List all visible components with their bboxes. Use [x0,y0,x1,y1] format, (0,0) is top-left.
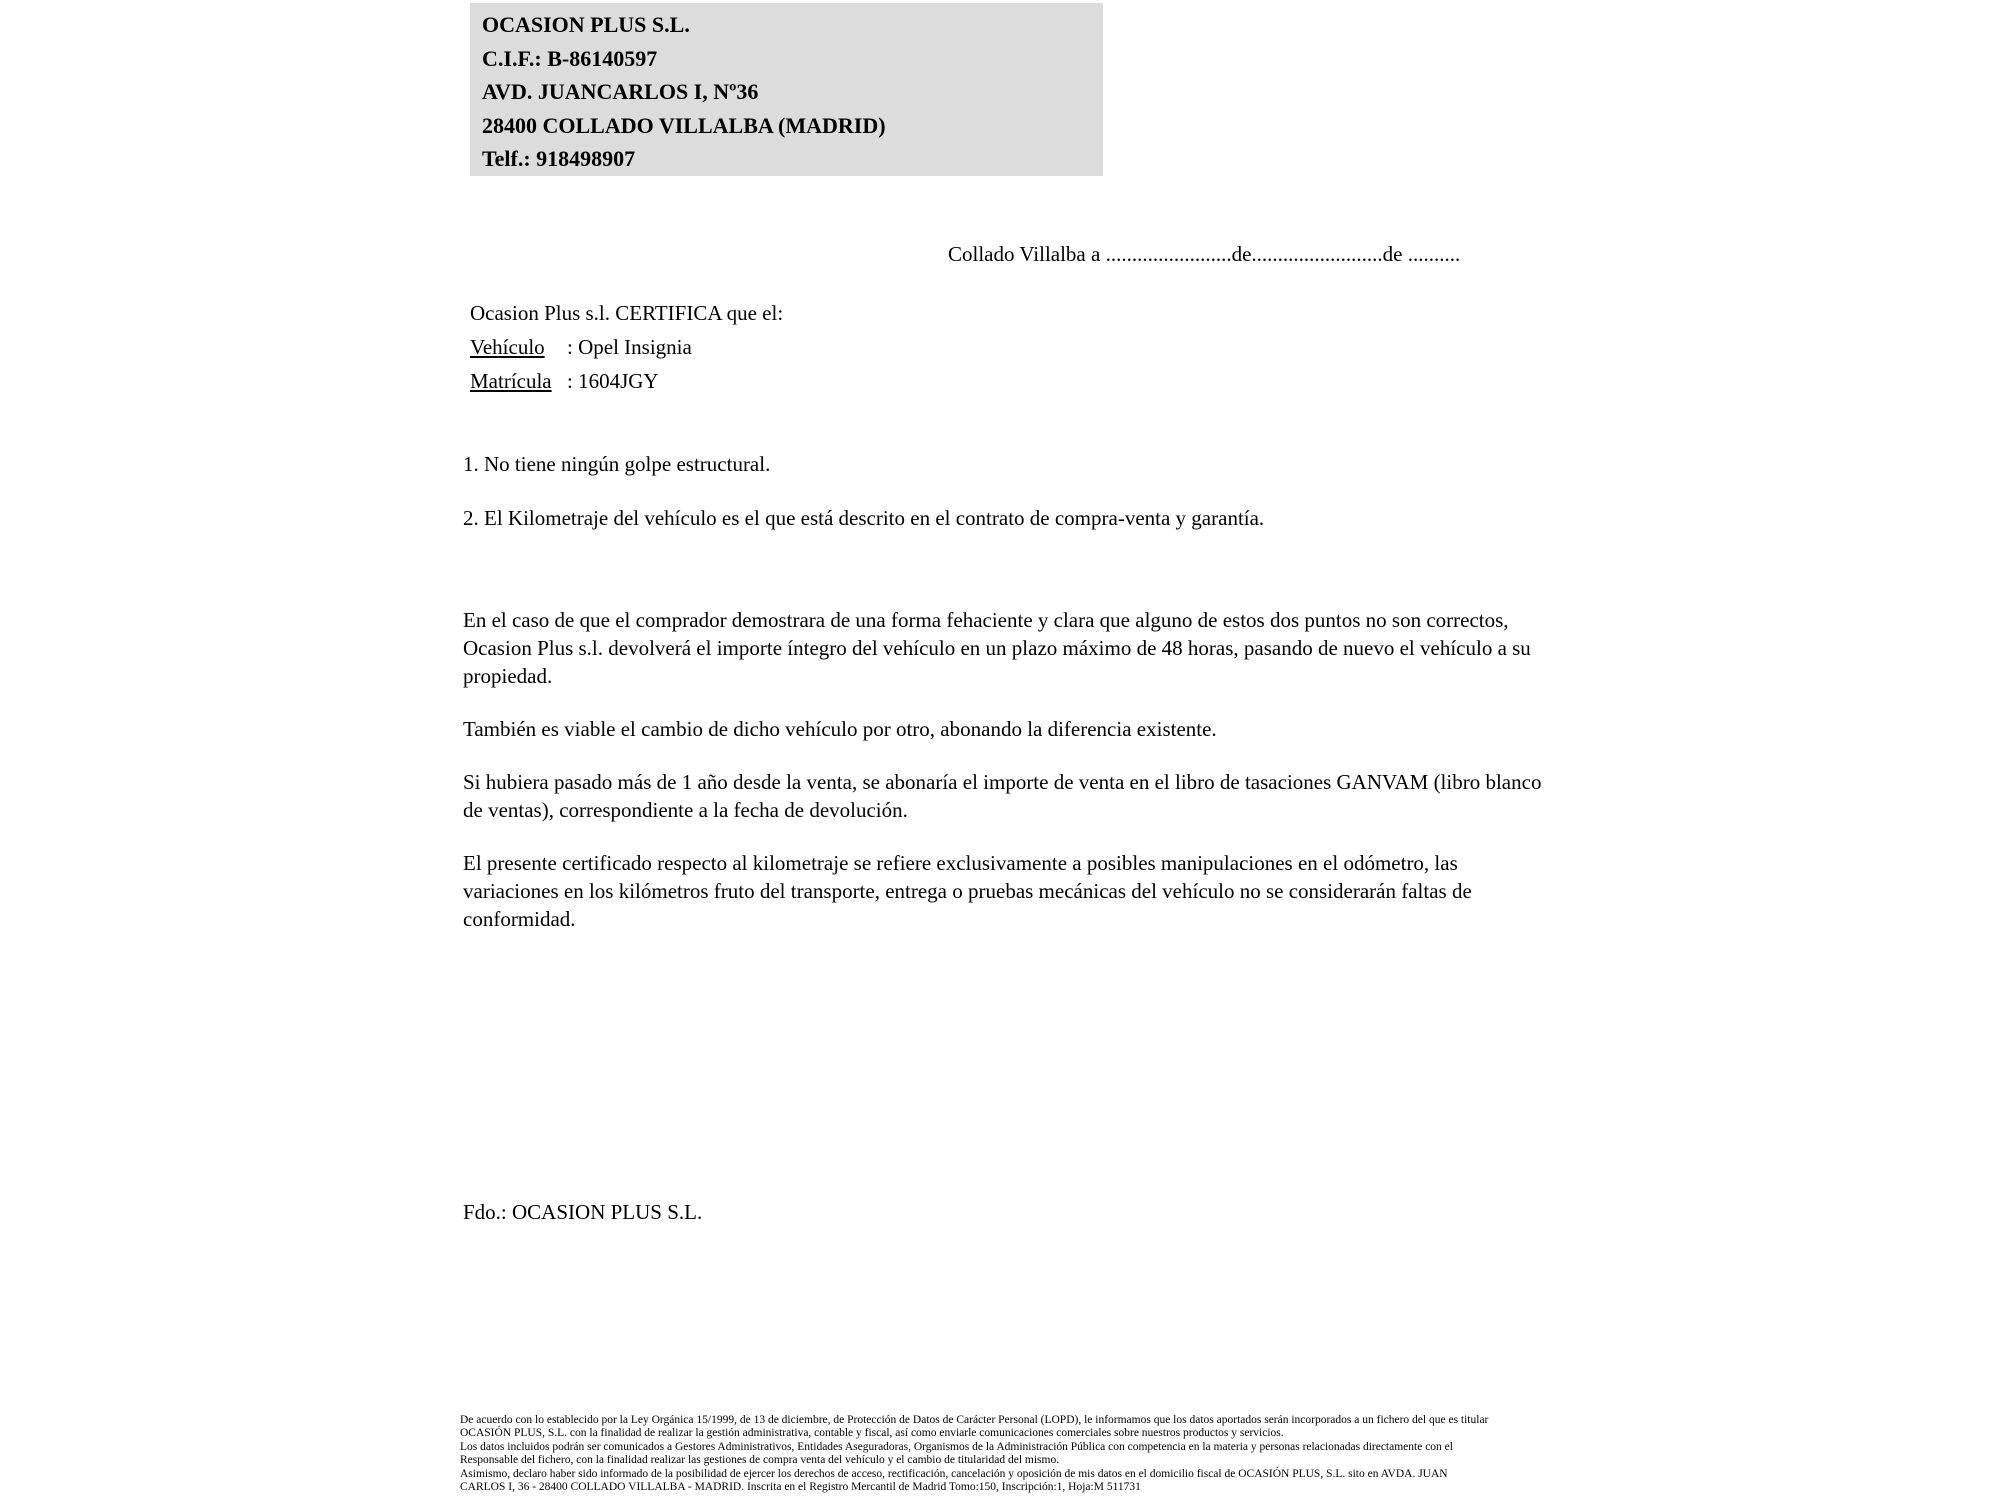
vehicle-label: Vehículo [470,335,545,359]
signature-line: Fdo.: OCASION PLUS S.L. [463,1200,703,1224]
legal-line-2: OCASIÓN PLUS, S.L. con la finalidad de realizar la gestión administrativa, contable y fiscal, así como enviarle comunicaciones comerciales sobre nuestros productos y servicios. [460,1427,1284,1440]
legal-line-3: Los datos incluidos podrán ser comunicados a Gestores Administrativos, Entidades Aseguradoras, Organismos de la Administración Pública con competencia en la materia y personas relacionadas directamente con el [460,1440,1453,1453]
company-phone: Telf.: 918498907 [482,146,636,171]
legal-fine-print [460,1414,1555,1494]
paragraph-ganvam: Si hubiera pasado más de 1 año desde la venta, se abonaría el importe de venta en el libro de tasaciones GANVAM (libro blanco de ventas), correspondiente a la fecha de devolución. [463,770,1542,822]
plate-label-cell [470,364,567,398]
paragraph-refund: En el caso de que el comprador demostrara de una forma fehaciente y clara que alguno de estos dos puntos no son correctos, Ocasion Plus s.l. devolverá el importe íntegro del vehículo en un plazo máximo de 48 horas, pasando de nuevo el vehículo a su propiedad. [463,608,1531,688]
plate-value: : 1604JGY [567,369,659,393]
company-cif: C.I.F.: B-86140597 [482,45,658,71]
paragraph-odometer: El presente certificado respecto al kilometraje se refiere exclusivamente a posibles manipulaciones en el odómetro, las variaciones en los kilómetros fruto del transporte, entrega o pruebas mecánicas del vehículo no se considerarán faltas de conformidad. [463,851,1472,931]
vehicle-label-cell [470,330,567,364]
legal-line-4: Responsable del fichero, con la finalidad realizar las gestiones de compra venta del vehículo y el cambio de titularidad del mismo. [460,1454,1060,1467]
certifica-intro: Ocasion Plus s.l. CERTIFICA que el: [470,301,784,325]
paragraph-exchange: También es viable el cambio de dicho vehículo por otro, abonando la diferencia existente. [463,717,1217,741]
company-name: OCASION PLUS S.L. [482,12,690,37]
plate-label: Matrícula [470,369,552,393]
legal-line-6: CARLOS I, 36 - 28400 COLLADO VILLALBA - MADRID. Inscrita en el Registro Mercantil de Madrid Tomo:150, Inscripción:1, Hoja:M 511731 [460,1481,1141,1494]
legal-line-1: De acuerdo con lo establecido por la Ley Orgánica 15/1999, de 13 de diciembre, de Protección de Datos de Carácter Personal (LOPD), le informamos que los datos aportados serán incorporados a un fichero del que es titular [460,1414,1489,1426]
body-paragraphs [463,606,1548,958]
legal-line-5: Asimismo, declaro haber sido informado de la posibilidad de ejercer los derechos de acceso, rectificación, cancelación y oposición de mis datos en el domicilio fiscal de OCASIÓN PLUS, S.L. sito en AVDA. JUAN [460,1467,1448,1480]
vehicle-row [470,330,783,364]
certification-block [470,296,783,398]
date-place-line: Collado Villalba a ........................de.........................de .......... [948,242,1461,266]
vehicle-value: : Opel Insignia [567,335,692,359]
plate-row [470,364,783,398]
company-address: AVD. JUANCARLOS I, Nº36 [482,79,759,104]
point-2: 2. El Kilometraje del vehículo es el que está descrito en el contrato de compra-venta y garantía. [463,506,1265,530]
company-header-block [470,3,1103,176]
point-1: 1. No tiene ningún golpe estructural. [463,452,771,476]
company-city: 28400 COLLADO VILLALBA (MADRID) [482,112,886,138]
certified-points [463,450,1553,558]
